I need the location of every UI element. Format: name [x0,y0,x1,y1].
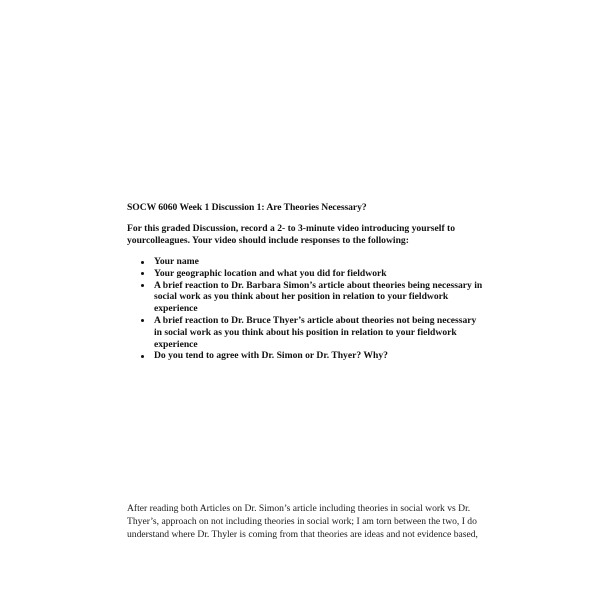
list-item [127,256,487,268]
list-item-text: Do you tend to agree with Dr. Simon or Dr. Thyer? Why? [154,350,388,362]
list-item [127,315,487,350]
bullet-icon [141,261,144,264]
bullet-icon [141,319,144,322]
bullet-icon [141,284,144,287]
list-item [127,268,487,280]
bullet-icon [141,272,144,275]
list-item-text: social work as you think about her position in relation to your fieldwork [154,291,449,303]
instructions-paragraph [127,223,457,247]
list-item-text: Your geographic location and what you did for fieldwork [154,267,387,279]
instructions-line: For this graded Discussion, record a 2- to 3-minute video introducing yourself to [127,223,456,234]
list-item [127,280,487,315]
list-item-text: experience [154,338,198,350]
list-item-text: A brief reaction to Dr. Bruce Thyer’s article about theories not being necessary [154,314,477,326]
discussion-title: SOCW 6060 Week 1 Discussion 1: Are Theories Necessary? [127,202,367,213]
instructions-line: yourcolleagues. Your video should include responses to the following: [127,234,409,246]
response-line: understand where Dr. Thyler is coming from that theories are ideas and not evidence based, [127,529,478,540]
list-item [127,350,487,362]
response-line: After reading both Articles on Dr. Simon’s article including theories in social work vs Dr. [127,503,471,514]
bullet-icon [141,355,144,358]
requirements-list [127,256,487,362]
list-item-text: A brief reaction to Dr. Barbara Simon’s article about theories being necessary in [154,279,483,291]
list-item-text: in social work as you think about his position in relation to your fieldwork [154,326,457,338]
response-paragraph [127,502,478,541]
response-line: Thyer’s, approach on not including theories in social work; I am torn between the two, I do [127,516,477,527]
list-item-text: Your name [154,256,199,267]
list-item-text: experience [154,303,198,315]
